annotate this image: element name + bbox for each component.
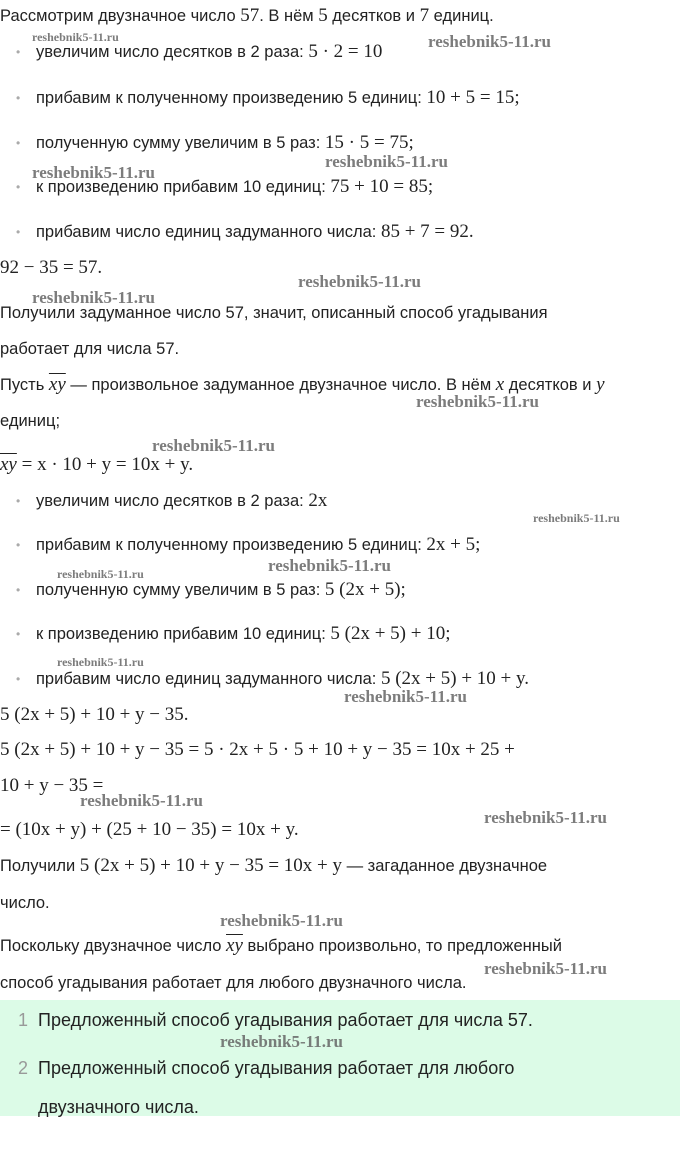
step-item: • прибавим число единиц задуманного числа: 5 (2x + 5) + 10 + y. — [16, 669, 529, 689]
watermark: reshebnik5-11.ru — [484, 808, 607, 827]
step-item: • прибавим число единиц задуманного числа: 85 + 7 = 92. — [16, 222, 474, 242]
equation: = (10x + y) + (25 + 10 − 35) = 10x + y. — [0, 819, 299, 840]
watermark: reshebnik5-11.ru — [325, 152, 448, 171]
step-item: • к произведению прибавим 10 единиц: 75 + 10 = 85; — [16, 177, 433, 197]
let-line-cont: единиц; — [0, 412, 61, 430]
equation: 92 − 35 = 57. — [0, 257, 103, 278]
equation: 10 + y − 35 = — [0, 775, 104, 796]
step-item: • прибавим к полученному произведению 5 единиц: 2x + 5; — [16, 535, 480, 555]
watermark: reshebnik5-11.ru — [268, 556, 391, 575]
step-item: • прибавим к полученному произведению 5 единиц: 10 + 5 = 15; — [16, 88, 520, 108]
answer-item-cont: двузначного числа. — [38, 1097, 199, 1117]
watermark: reshebnik5-11.ru — [298, 272, 421, 291]
step-item: • увеличим число десятков в 2 раза: 5 · 2 = 10 — [16, 42, 382, 62]
watermark: reshebnik5-11.ru — [80, 791, 203, 810]
watermark: reshebnik5-11.ru — [32, 163, 155, 182]
watermark: reshebnik5-11.ru — [344, 687, 467, 706]
watermark: reshebnik5-11.ru — [484, 959, 607, 978]
step-item: • полученную сумму увеличим в 5 раз: 15 · 5 = 75; — [16, 133, 414, 153]
step-item: • увеличим число десятков в 2 раза: 2x — [16, 491, 327, 511]
answer-item: 2 Предложенный способ угадывания работает для любого — [18, 1058, 515, 1078]
watermark: reshebnik5-11.ru — [152, 436, 275, 455]
equation: 5 (2x + 5) + 10 + y − 35. — [0, 704, 189, 725]
watermark: reshebnik5-11.ru — [533, 511, 620, 525]
intro-line: Рассмотрим двузначное число 57. В нём 5 десятков и 7 единиц. — [0, 5, 494, 26]
conclusion-line: число. — [0, 894, 50, 912]
watermark: reshebnik5-11.ru — [416, 392, 539, 411]
watermark: reshebnik5-11.ru — [428, 32, 551, 51]
step-item: • к произведению прибавим 10 единиц: 5 (2x + 5) + 10; — [16, 624, 451, 644]
conclusion-line: Получили задуманное число 57, значит, описанный способ угадывания — [0, 304, 548, 322]
conclusion-line: Получили 5 (2x + 5) + 10 + y − 35 = 10x + y — загаданное двузначное — [0, 855, 548, 876]
watermark: reshebnik5-11.ru — [220, 1032, 343, 1051]
conclusion-line: Поскольку двузначное число $\overline{xy}$ выбрано произвольно, то предложенный — [0, 935, 562, 956]
equation: 5 (2x + 5) + 10 + y − 35 = 5 · 2x + 5 · 5 + 10 + y − 35 = 10x + 25 + — [0, 739, 515, 760]
answer-item: 1 Предложенный способ угадывания работает для числа 57. — [18, 1010, 533, 1030]
equation: $\overline{xy} = x \cdot 10 + y = 10x + y$. — [0, 454, 194, 475]
conclusion-line: работает для числа 57. — [0, 340, 180, 358]
let-line: Пусть $\overline{xy}$ — произвольное задуманное двузначное число. В нём x десятков и y — [0, 374, 605, 395]
step-item: • полученную сумму увеличим в 5 раз: 5 (2x + 5); — [16, 580, 406, 600]
watermark: reshebnik5-11.ru — [57, 655, 144, 669]
conclusion-line: способ угадывания работает для любого двузначного числа. — [0, 974, 467, 992]
watermark: reshebnik5-11.ru — [220, 911, 343, 930]
watermark: reshebnik5-11.ru — [57, 567, 144, 581]
watermark: reshebnik5-11.ru — [32, 30, 119, 44]
watermark: reshebnik5-11.ru — [32, 288, 155, 307]
